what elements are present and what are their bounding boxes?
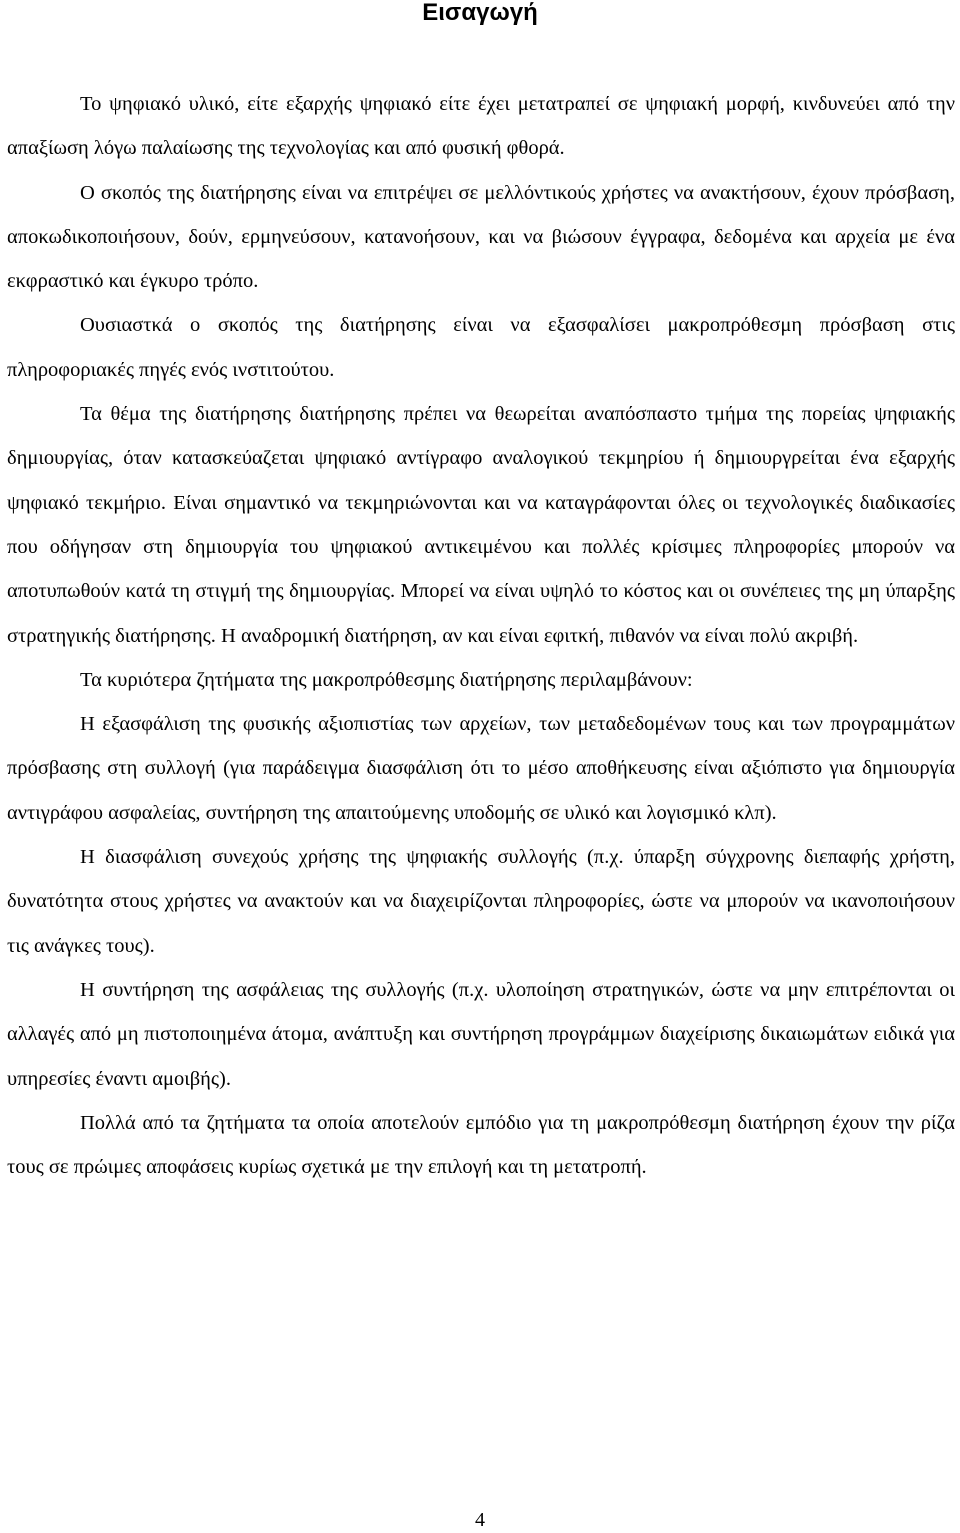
paragraph-preservation-purpose: Ο σκοπός της διατήρησης είναι να επιτρέψει σε μελλόντικούς χρήστες να ανακτήσουν, έχουν πρόσβαση, αποκωδικοποιήσουν, δούν, ερμηνεύσουν, κατανοήσουν, και να βιώσουν έγγραφα, δεδομένα και αρχεία με ένα εκφραστικό και έγκυρο τρόπο. xyxy=(7,181,955,293)
paragraph-digital-material: Το ψηφιακό υλικό, είτε εξαρχής ψηφιακό είτε έχει μετατραπεί σε ψηφιακή μορφή, κινδυνεύει από την απαξίωση λόγω παλαίωσης της τεχνολογίας και από φυσική φθορά. xyxy=(7,93,955,160)
paragraph-physical-reliability: Η εξασφάλιση της φυσικής αξιοπιστίας των αρχείων, των μεταδεδομένων τους και των προγραμμάτων πρόσβασης στη συλλογή (για παράδειγμα διασφάλιση ότι το μέσο αποθήκευσης είναι αξιόπιστο για δημιουργία αντιγράφου ασφαλείας, συντήρηση της απαιτούμενης υποδομής σε υλικό και λογισμικό κλπ). xyxy=(7,713,955,824)
paragraph-preservation-process: Τα θέμα της διατήρησης διατήρησης πρέπει να θεωρείται αναπόσπαστο τμήμα της πορείας ψηφιακής δημιουργίας, όταν κατασκεύαζεται ψηφιακό αντίγραφο αναλογικού τεκμηρίου ή δημιουργρείται ένα εξαρχής ψηφιακό τεκμήριο. Είναι σημαντικό να τεκμηριώνονται και να καταγράφονται όλες οι τεχνολογικές διαδικασίες που οδήγησαν στη δημιουργία του ψηφιακού αντικειμένου και πολλές κρίσιμες πληροφορίες μπορούν να αποτυπωθούν κατά τη στιγμή της δημιουργίας. Μπορεί να είναι υψηλό το κόστος και οι συνέπειες της μη ύπαρξης στρατηγικής διατήρησης. Η αναδρομική διατήρηση, αν και είναι εφιτκή, πιθανόν να είναι πολύ ακριβή. xyxy=(7,403,955,647)
paragraph-continued-use: Η διασφάλιση συνεχούς χρήσης της ψηφιακής συλλογής (π.χ. ύπαρξη σύγχρονης διεπαφής χρήστη, δυνατότητα στους χρήστες να ανακτούν και να διαχειρίζονται πληροφορίες, ώστε να μπορούν να ικανοποιήσουν τις ανάγκες τους). xyxy=(7,846,955,957)
page-title: Εισαγωγή xyxy=(422,0,538,26)
paragraph-collection-security: Η συντήρηση της ασφάλειας της συλλογής (π.χ. υλοποίηση στρατηγικών, ώστε να μην επιτρέπονται οι αλλαγές από μη πιστοποιημένα άτομα, ανάπτυξη και συντήρηση προγράμμων διαχείρισης δικαιωμάτων ειδικά για υπηρεσίες έναντι αμοιβής). xyxy=(7,978,955,1090)
paragraph-main-issues-intro: Τα κυριότερα ζητήματα της μακροπρόθεσμης διατήρησης περιλαμβάνουν: xyxy=(80,668,693,691)
paragraph-early-decisions: Πολλά από τα ζητήματα τα οποία αποτελούν εμπόδιο για τη μακροπρόθεσμη διατήρηση έχουν την ρίζα τους σε πρώιμες αποφάσεις κυρίως σχετικά με την επιλογή και τη μετατροπή. xyxy=(7,1111,955,1179)
paragraph-long-term-access: Ουσιαστκά ο σκοπός της διατήρησης είναι να εξασφαλίσει μακροπρόθεσμη πρόσβαση στις πληροφοριακές πηγές ενός ινστιτούτου. xyxy=(7,314,955,381)
document-body xyxy=(7,82,955,1189)
page-number: 4 xyxy=(475,1509,485,1531)
